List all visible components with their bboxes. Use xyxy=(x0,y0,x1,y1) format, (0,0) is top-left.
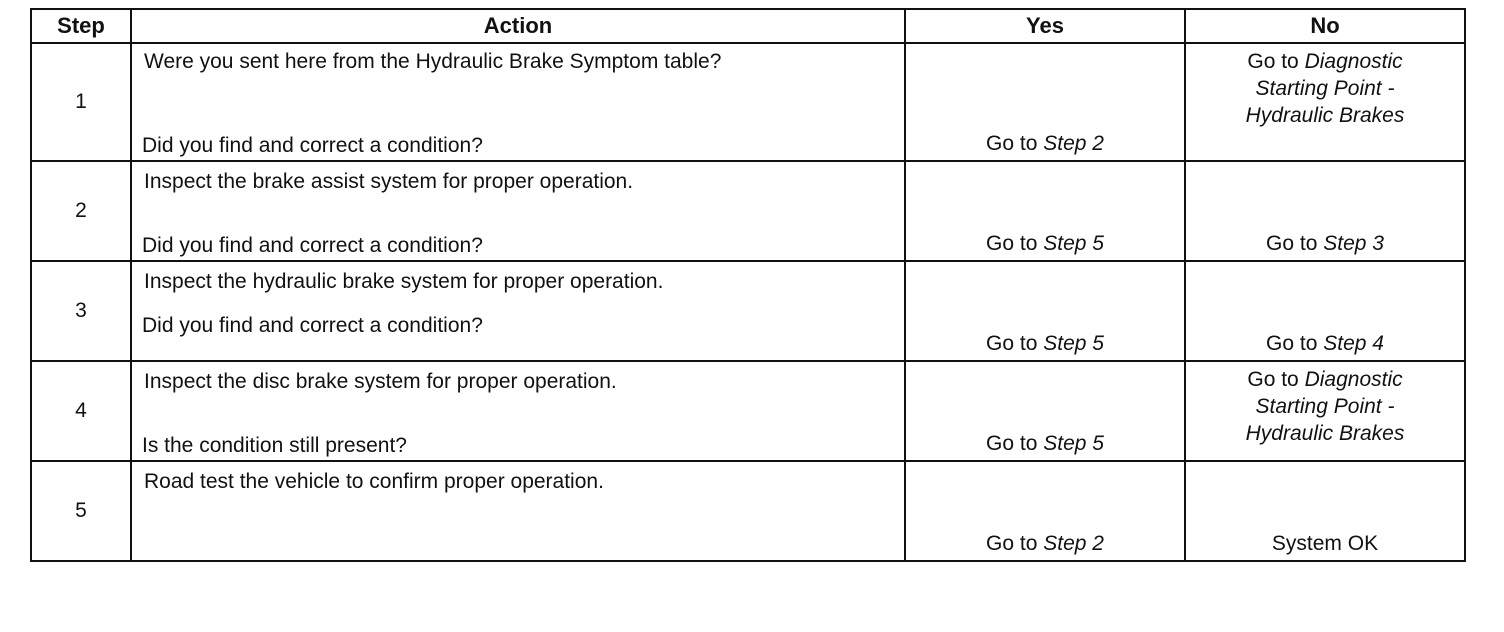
yes-cell xyxy=(905,261,1185,361)
no-link-line1[interactable]: Diagnostic xyxy=(1304,368,1403,391)
no-step-link[interactable]: Step 3 xyxy=(1323,232,1384,255)
action-instruction: Road test the vehicle to confirm proper operation. xyxy=(144,470,604,493)
step-number: 5 xyxy=(31,461,131,561)
no-cell xyxy=(1185,361,1465,461)
action-question: Did you find and correct a condition? xyxy=(142,134,483,157)
no-cell xyxy=(1185,43,1465,161)
action-instruction: Inspect the brake assist system for proper operation. xyxy=(144,170,634,193)
no-link-line2[interactable]: Starting Point - xyxy=(1255,395,1395,418)
header-action: Action xyxy=(131,9,905,43)
yes-prefix: Go to xyxy=(986,132,1038,155)
header-row xyxy=(31,9,1465,43)
yes-prefix: Go to xyxy=(986,232,1038,255)
no-prefix: Go to xyxy=(1247,368,1299,391)
no-step-link[interactable]: Step 4 xyxy=(1323,332,1384,355)
action-instruction: Inspect the disc brake system for proper operation. xyxy=(144,370,617,393)
yes-step-link[interactable]: Step 5 xyxy=(1043,332,1104,355)
yes-prefix: Go to xyxy=(986,532,1038,555)
yes-step-link[interactable]: Step 2 xyxy=(1043,132,1104,155)
yes-cell xyxy=(905,161,1185,261)
table-row xyxy=(31,461,1465,561)
yes-prefix: Go to xyxy=(986,432,1038,455)
no-prefix: Go to xyxy=(1247,50,1299,73)
yes-prefix: Go to xyxy=(986,332,1038,355)
no-link-line3[interactable]: Hydraulic Brakes xyxy=(1245,104,1405,127)
step-number: 2 xyxy=(31,161,131,261)
action-instruction: Inspect the hydraulic brake system for proper operation. xyxy=(144,270,664,293)
step-number: 3 xyxy=(31,261,131,361)
yes-cell xyxy=(905,43,1185,161)
no-cell xyxy=(1185,261,1465,361)
yes-cell xyxy=(905,361,1185,461)
yes-cell xyxy=(905,461,1185,561)
no-prefix: Go to xyxy=(1266,332,1318,355)
step-number: 1 xyxy=(31,43,131,161)
no-link-line2[interactable]: Starting Point - xyxy=(1255,77,1395,100)
yes-step-link[interactable]: Step 5 xyxy=(1043,232,1104,255)
table-row xyxy=(31,261,1465,361)
no-link-line3[interactable]: Hydraulic Brakes xyxy=(1245,422,1405,445)
action-question: Is the condition still present? xyxy=(142,434,407,457)
action-question: Did you find and correct a condition? xyxy=(142,314,483,337)
action-question: Did you find and correct a condition? xyxy=(142,234,483,257)
yes-step-link[interactable]: Step 5 xyxy=(1043,432,1104,455)
action-cell xyxy=(131,234,905,361)
step-number: 4 xyxy=(31,361,131,461)
diagnostic-table xyxy=(30,8,1466,562)
no-prefix: Go to xyxy=(1266,232,1318,255)
no-cell xyxy=(1185,161,1465,261)
header-no: No xyxy=(1185,9,1465,43)
no-result: System OK xyxy=(1271,532,1379,555)
header-yes: Yes xyxy=(905,9,1185,43)
no-link-line1[interactable]: Diagnostic xyxy=(1304,50,1403,73)
no-cell xyxy=(1185,461,1465,561)
action-cell xyxy=(131,434,905,561)
yes-step-link[interactable]: Step 2 xyxy=(1043,532,1104,555)
header-step: Step xyxy=(31,9,131,43)
action-question: Were you sent here from the Hydraulic Brake Symptom table? xyxy=(144,50,722,73)
